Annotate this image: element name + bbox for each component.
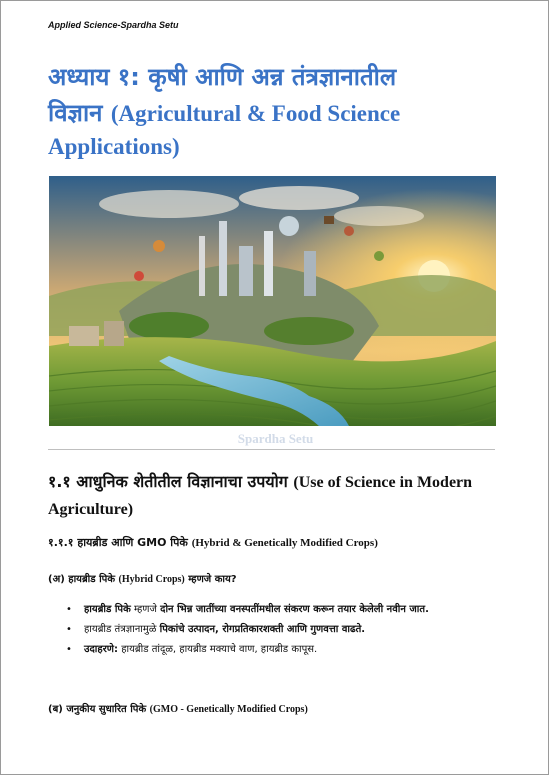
section-heading-english: (Use of Science in Modern Agriculture) — [48, 474, 473, 518]
bullet-icon: • — [66, 644, 72, 655]
bullet-icon: • — [66, 624, 72, 635]
question-a — [48, 571, 237, 585]
bullet-bold-text: दोन भिन्न जातींच्या वनस्पतींमधील संकरण करून तयार केलेली नवीन जात. — [160, 604, 429, 615]
question-b-english: (GMO - Genetically Modified Crops) — [149, 704, 308, 715]
bullet-text: म्हणजे — [130, 604, 161, 615]
chapter-title-line2 — [48, 95, 503, 132]
chapter-title — [48, 59, 503, 162]
list-item — [48, 601, 498, 619]
list-item — [48, 641, 498, 659]
question-b — [48, 701, 308, 715]
chapter-title-marathi: विज्ञान — [48, 99, 103, 127]
bullet-text: हायब्रीड तंत्रज्ञानामुळे — [84, 624, 160, 635]
section-heading-marathi: १.१ आधुनिक शेतीतील विज्ञानाचा उपयोग — [48, 472, 288, 491]
agriculture-science-illustration — [49, 176, 496, 426]
bullet-icon: • — [66, 604, 72, 615]
subsection-heading — [48, 535, 378, 550]
bullet-bold-term: हायब्रीड पिके — [84, 604, 131, 615]
question-a-english: (Hybrid Crops) — [118, 574, 185, 585]
question-a-suffix: म्हणजे काय? — [188, 574, 237, 585]
running-header: Applied Science-Spardha Setu — [48, 20, 179, 30]
question-a-prefix: (अ) हायब्रीड पिके — [48, 574, 116, 585]
divider — [48, 449, 495, 450]
bullet-list — [48, 601, 498, 661]
image-watermark: Spardha Setu — [237, 431, 314, 446]
subsection-heading-marathi: १.१.१ हायब्रीड आणि GMO पिके — [48, 536, 188, 549]
bullet-bold-text: पिकांचे उत्पादन, रोगप्रतिकारशक्ती आणि गुणवत्ता वाढते. — [159, 624, 366, 635]
chapter-title-line3: Applications) — [48, 134, 180, 159]
section-heading — [48, 469, 503, 523]
chapter-title-english: (Agricultural & Food Science — [110, 101, 401, 126]
chapter-title-line1: अध्याय १: कृषी आणि अन्न तंत्रज्ञानातील — [48, 63, 397, 91]
question-b-prefix: (ब) जनुकीय सुधारित पिके — [48, 704, 147, 715]
bullet-bold-term: उदाहरणे: — [84, 644, 119, 655]
list-item — [48, 621, 498, 639]
bullet-text: हायब्रीड तांदूळ, हायब्रीड मक्याचे वाण, हायब्रीड कापूस. — [118, 644, 318, 655]
subsection-heading-english: (Hybrid & Genetically Modified Crops) — [191, 537, 378, 549]
